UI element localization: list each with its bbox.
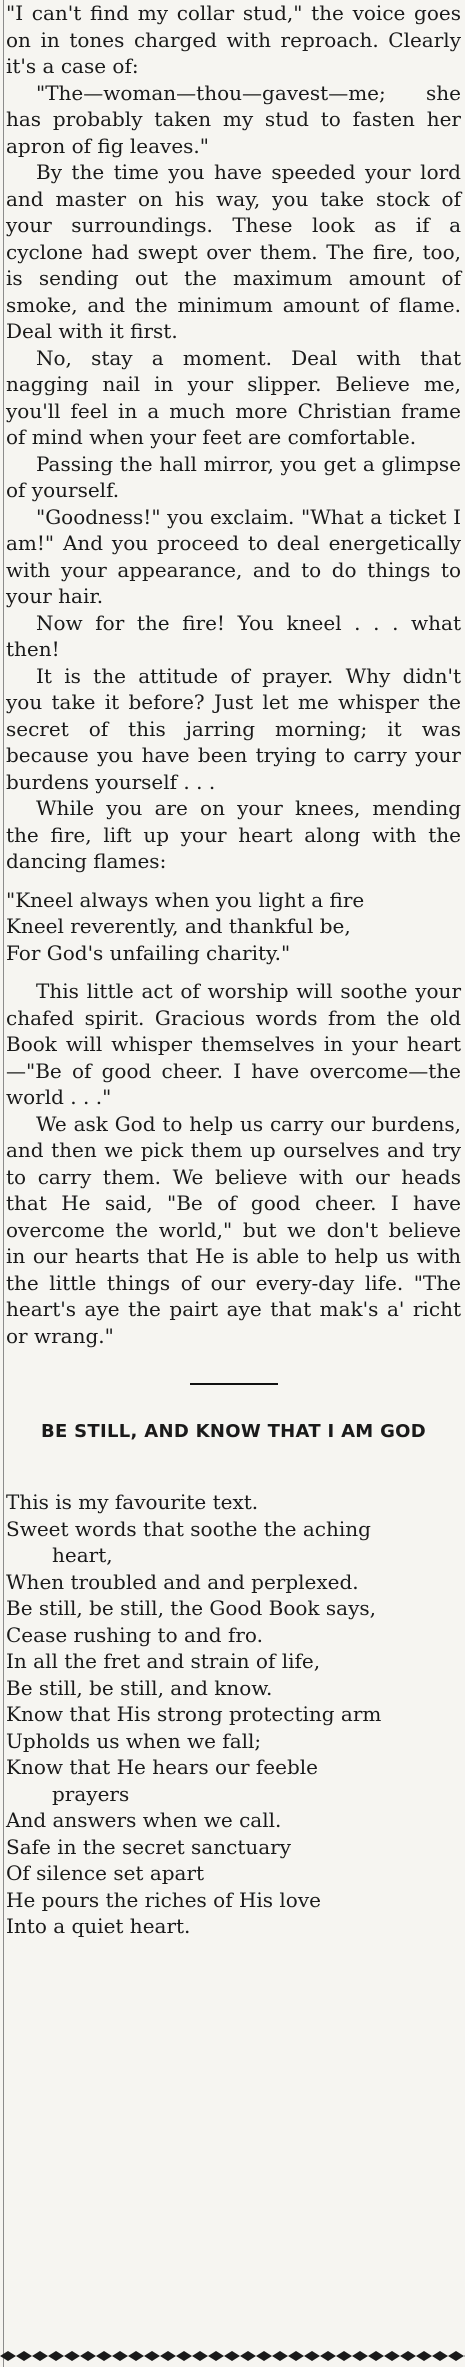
article-paragraph: It is the attitude of prayer. Why didn't you take it before? Just let me whisper the secret of this jarring morning; it was because you have been trying to carry your burdens yourself . . . (6, 663, 461, 794)
poem-line: And answers when we call. (6, 1808, 282, 1832)
poem-line: prayers (52, 1781, 130, 1806)
border-ornament (64, 2351, 80, 2361)
poem-line: Cease rushing to and fro. (6, 1622, 263, 1647)
border-ornament (112, 2351, 128, 2361)
section-divider (190, 1383, 278, 1385)
article-paragraph: No, stay a moment. Deal with that nagging nail in your slipper. Believe me, you'll feel in a much more Christian frame of mind when your feet are comfortable. (6, 345, 461, 449)
border-ornament (144, 2351, 160, 2361)
border-ornament (432, 2351, 448, 2361)
poem-line: Safe in the secret sanctuary (6, 1834, 292, 1859)
border-ornament (16, 2351, 32, 2361)
poem-line: heart, (52, 1543, 113, 1567)
article-paragraph: While you are on your knees, mending the fire, lift up your heart along with the dancing flames: (6, 796, 461, 873)
poem (6, 1489, 461, 1940)
border-ornament (48, 2351, 64, 2361)
border-ornament (208, 2351, 224, 2361)
border-ornament (256, 2351, 272, 2361)
border-ornament (320, 2351, 336, 2361)
article-paragraph: "The—woman—thou—gavest—me; she has probably taken my stud to fasten her apron of fig leaves." (6, 80, 461, 158)
article-paragraph: Now for the fire! You kneel . . . what then! (6, 610, 461, 661)
poem-line: Be still, be still, the Good Book says, (6, 1596, 376, 1620)
article-paragraph: "I can't find my collar stud," the voice goes on in tones charged with reproach. Clearly it's a case of: (6, 1, 461, 78)
border-ornament (240, 2351, 256, 2361)
border-ornament (448, 2351, 464, 2361)
column-rule (3, 0, 4, 2367)
border-ornament (336, 2351, 352, 2361)
article-paragraph: By the time you have speeded your lord and master on his way, you take stock of your surroundings. These look as if a cyclone had swept over them. The fire, too, is sending out the maximum amount of smoke, and the minimum amount of flame. Deal with it first. (6, 160, 461, 343)
poem-line: In all the fret and strain of life, (6, 1649, 321, 1673)
border-ornament (272, 2351, 288, 2361)
border-ornament (0, 2351, 16, 2361)
poem-line: Know that He hears our feeble (6, 1755, 318, 1779)
article-paragraph: "Goodness!" you exclaim. "What a ticket I am!" And you proceed to deal energetically with your appearance, and to do things to your hair. (6, 504, 461, 608)
article-paragraph: Passing the hall mirror, you get a glimpse of yourself. (6, 451, 461, 502)
quote-line: For God's unfailing charity." (6, 940, 291, 965)
border-ornament (128, 2351, 144, 2361)
poem-line: Be still, be still, and know. (6, 1675, 273, 1700)
border-ornament (96, 2351, 112, 2361)
border-ornament (224, 2351, 240, 2361)
poem-line: Know that His strong protecting arm (6, 1702, 382, 1726)
poem-line: When troubled and and perplexed. (6, 1569, 359, 1594)
article-column (6, 0, 461, 1940)
border-ornament (288, 2351, 304, 2361)
verse-quote (6, 887, 461, 967)
poem-line: He pours the riches of His love (6, 1887, 321, 1912)
border-ornament (32, 2351, 48, 2361)
border-ornament (80, 2351, 96, 2361)
border-ornament (384, 2351, 400, 2361)
decorative-border (0, 2349, 465, 2363)
poem-line: Upholds us when we fall; (6, 1728, 262, 1753)
quote-line: "Kneel always when you light a fire (6, 887, 365, 912)
quote-line: Kneel reverently, and thankful be, (6, 914, 351, 938)
border-ornament (160, 2351, 176, 2361)
poem-line: This is my favourite text. (6, 1490, 259, 1514)
border-ornament (352, 2351, 368, 2361)
article-body (6, 0, 461, 1349)
poem-heading: BE STILL, AND KNOW THAT I AM GOD (40, 1421, 426, 1442)
poem-line: Sweet words that soothe the aching (6, 1516, 371, 1541)
article-paragraph: We ask God to help us carry our burdens, and then we pick them up ourselves and try to carry them. We believe with our heads that He said, "Be of good cheer. I have overcome the world," but we don't believe in our hearts that He is able to help us with the little things of our every-day life. "The heart's aye the pairt aye that mak's a' richt or wrang." (6, 1111, 461, 1348)
border-ornament (192, 2351, 208, 2361)
border-ornament (176, 2351, 192, 2361)
border-ornament (368, 2351, 384, 2361)
poem-line: Into a quiet heart. (6, 1914, 191, 1938)
border-ornament (400, 2351, 416, 2361)
poem-line: Of silence set apart (6, 1861, 205, 1885)
article-paragraph: This little act of worship will soothe your chafed spirit. Gracious words from the old Book will whisper themselves in your heart—"Be of good cheer. I have overcome—the world . . ." (6, 979, 461, 1109)
border-ornament (304, 2351, 320, 2361)
border-ornament (416, 2351, 432, 2361)
